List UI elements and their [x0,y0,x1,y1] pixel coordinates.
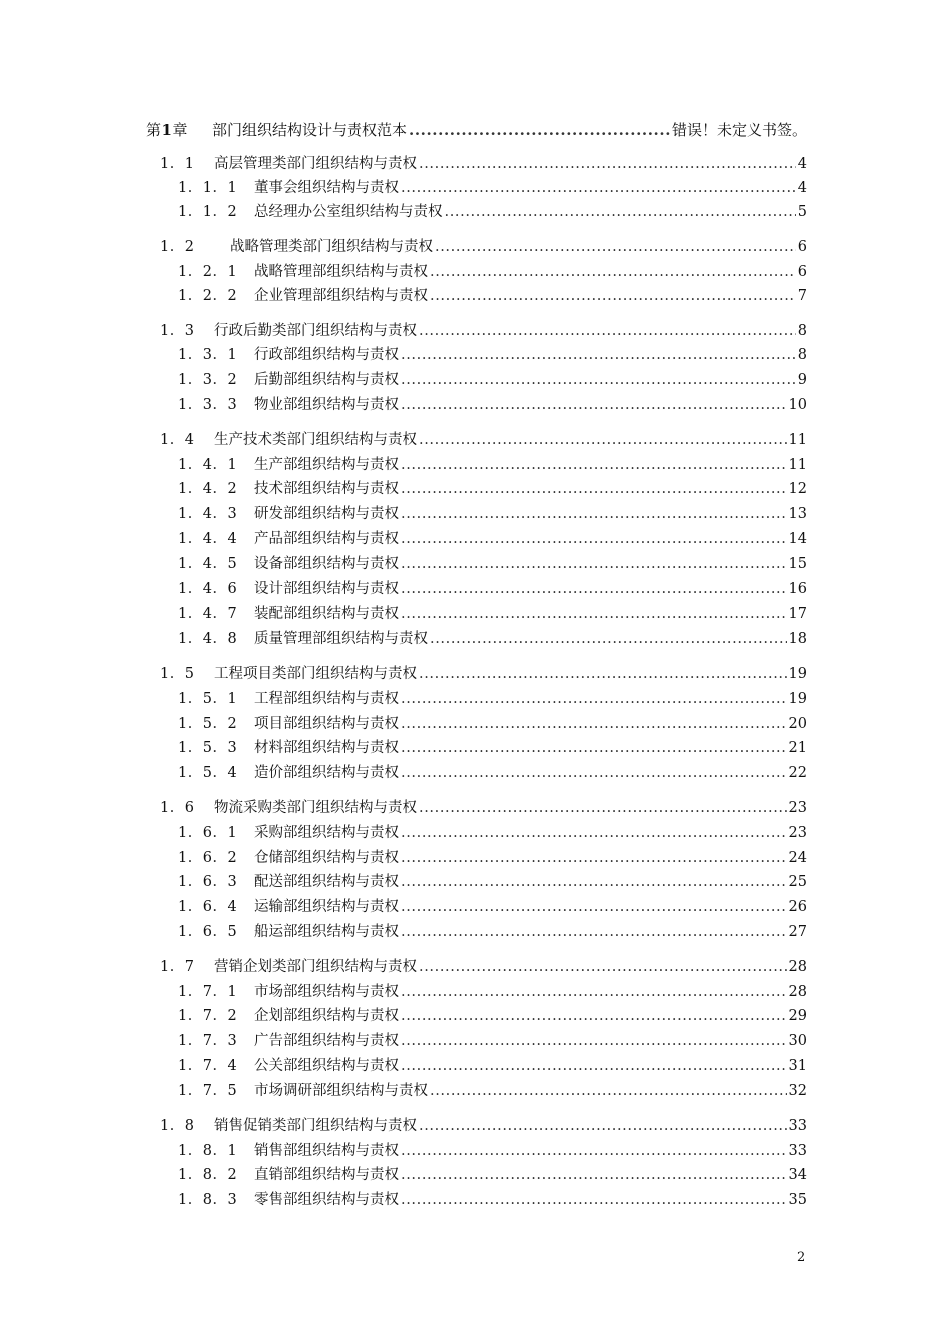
toc-subsection-entry[interactable] [178,1056,807,1076]
toc-leader-dots [401,554,787,574]
toc-leader-dots [401,922,787,942]
toc-subsection-number: 1．7．1 [178,984,238,1000]
toc-section-title: 生产技术类部门组织结构与责权 [214,432,417,448]
toc-subsection-entry[interactable] [178,370,807,390]
toc-subsection-title: 总经理办公室组织结构与责权 [254,204,443,220]
toc-leader-dots [435,237,796,257]
toc-subsection-number: 1．2．1 [178,264,238,280]
toc-section-page: 11 [788,432,807,448]
toc-subsection-page: 13 [788,506,807,522]
toc-leader-dots [401,395,787,415]
toc-section-number: 1．7 [160,959,195,975]
toc-section-title: 战略管理类部门组织结构与责权 [230,239,433,255]
toc-subsection-entry[interactable] [178,1141,807,1161]
toc-subsection-number: 1．8．3 [178,1192,238,1208]
toc-section-title: 销售促销类部门组织结构与责权 [214,1118,417,1134]
toc-subsection-entry[interactable] [178,1031,807,1051]
toc-leader-dots [401,1141,787,1161]
toc-leader-dots [419,798,787,818]
toc-subsection-number: 1．8．1 [178,1143,238,1159]
toc-subsection-number: 1．3．3 [178,397,238,413]
toc-leader-dots [401,872,787,892]
toc-subsection-title: 广告部组织结构与责权 [254,1033,399,1049]
toc-subsection-entry[interactable] [178,178,807,198]
toc-subsection-entry[interactable] [178,455,807,475]
toc-subsection-page: 6 [797,264,807,280]
toc-section-title: 物流采购类部门组织结构与责权 [214,800,417,816]
toc-subsection-title: 零售部组织结构与责权 [254,1192,399,1208]
toc-subsection-title: 技术部组织结构与责权 [254,481,399,497]
toc-section-title: 高层管理类部门组织结构与责权 [214,156,417,172]
toc-section-number: 1．6 [160,800,195,816]
toc-subsection-page: 21 [788,740,807,756]
toc-subsection-entry[interactable] [178,872,807,892]
toc-subsection-title: 生产部组织结构与责权 [254,457,399,473]
toc-section-page: 28 [788,959,807,975]
toc-subsection-title: 仓储部组织结构与责权 [254,850,399,866]
toc-subsection-page: 34 [788,1167,807,1183]
toc-subsection-entry[interactable] [178,262,807,282]
toc-leader-dots [430,1081,787,1101]
toc-subsection-number: 1．1．2 [178,204,238,220]
toc-leader-dots [419,154,796,174]
toc-subsection-entry[interactable] [178,345,807,365]
toc-subsection-number: 1．4．5 [178,556,238,572]
toc-subsection-title: 设计部组织结构与责权 [254,581,399,597]
toc-section-page: 23 [788,800,807,816]
toc-subsection-number: 1．1．1 [178,180,238,196]
toc-subsection-title: 企业管理部组织结构与责权 [254,288,428,304]
toc-section-entry[interactable] [160,798,807,818]
toc-subsection-entry[interactable] [178,1081,807,1101]
toc-leader-dots [401,1165,787,1185]
toc-subsection-number: 1．6．1 [178,825,238,841]
toc-chapter-title: 部门组织结构设计与责权范本 [212,121,408,139]
toc-subsection-number: 1．4．2 [178,481,238,497]
toc-subsection-number: 1．8．2 [178,1167,238,1183]
toc-chapter-entry[interactable] [146,120,807,140]
toc-subsection-page: 33 [788,1143,807,1159]
toc-subsection-title: 行政部组织结构与责权 [254,347,399,363]
toc-leader-dots [401,579,787,599]
toc-subsection-number: 1．7．3 [178,1033,238,1049]
toc-subsection-number: 1．6．4 [178,899,238,915]
toc-subsection-page: 17 [788,606,807,622]
toc-subsection-page: 5 [797,204,807,220]
toc-subsection-number: 1．5．3 [178,740,238,756]
toc-subsection-title: 市场部组织结构与责权 [254,984,399,1000]
toc-subsection-entry[interactable] [178,689,807,709]
toc-subsection-page: 31 [788,1058,807,1074]
toc-section-page: 6 [797,239,807,255]
toc-subsection-page: 11 [788,457,807,473]
toc-subsection-entry[interactable] [178,823,807,843]
toc-subsection-number: 1．4．7 [178,606,238,622]
toc-subsection-entry[interactable] [178,922,807,942]
toc-chapter-page: 错误！未定义书签。 [671,121,807,139]
toc-subsection-page: 26 [788,899,807,915]
toc-subsection-title: 项目部组织结构与责权 [254,716,399,732]
toc-subsection-number: 1．4．3 [178,506,238,522]
toc-leader-dots [401,370,796,390]
toc-leader-dots [445,202,796,222]
page-number: 2 [797,1250,806,1265]
toc-leader-dots [401,504,787,524]
toc-subsection-number: 1．5．4 [178,765,238,781]
toc-subsection-number: 1．4．6 [178,581,238,597]
toc-leader-dots [401,1031,787,1051]
toc-leader-dots [401,823,787,843]
toc-subsection-title: 销售部组织结构与责权 [254,1143,399,1159]
toc-subsection-number: 1．3．2 [178,372,238,388]
toc-subsection-entry[interactable] [178,579,807,599]
toc-subsection-page: 4 [797,180,807,196]
toc-leader-dots [419,957,787,977]
toc-leader-dots [401,1056,787,1076]
toc-section-page: 33 [788,1118,807,1134]
toc-section-title: 行政后勤类部门组织结构与责权 [214,323,417,339]
toc-subsection-page: 24 [788,850,807,866]
toc-leader-dots [401,1006,787,1026]
toc-subsection-page: 35 [788,1192,807,1208]
toc-leader-dots [401,345,796,365]
toc-subsection-page: 18 [788,631,807,647]
toc-subsection-number: 1．2．2 [178,288,238,304]
toc-section-entry[interactable] [160,664,807,684]
toc-leader-dots [430,629,787,649]
toc-leader-dots [430,286,796,306]
toc-subsection-title: 直销部组织结构与责权 [254,1167,399,1183]
toc-leader-dots [401,982,787,1002]
toc-section-entry[interactable] [160,957,807,977]
toc-subsection-number: 1．5．2 [178,716,238,732]
toc-subsection-number: 1．5．1 [178,691,238,707]
toc-subsection-number: 1．6．2 [178,850,238,866]
toc-section-entry[interactable] [160,154,807,174]
toc-subsection-page: 9 [797,372,807,388]
toc-leader-dots [401,529,787,549]
toc-subsection-entry[interactable] [178,1190,807,1210]
toc-subsection-entry[interactable] [178,1165,807,1185]
toc-section-entry[interactable] [160,237,807,257]
toc-subsection-entry[interactable] [178,714,807,734]
toc-section-entry[interactable] [160,430,807,450]
toc-leader-dots [401,604,787,624]
toc-section-title: 工程项目类部门组织结构与责权 [214,666,417,682]
toc-subsection-number: 1．7．4 [178,1058,238,1074]
toc-leader-dots [401,479,787,499]
toc-subsection-page: 16 [788,581,807,597]
toc-leader-dots [419,321,796,341]
toc-subsection-entry[interactable] [178,479,807,499]
toc-subsection-title: 企划部组织结构与责权 [254,1008,399,1024]
toc-subsection-entry[interactable] [178,529,807,549]
toc-subsection-title: 产品部组织结构与责权 [254,531,399,547]
toc-subsection-entry[interactable] [178,504,807,524]
toc-subsection-title: 造价部组织结构与责权 [254,765,399,781]
toc-subsection-entry[interactable] [178,202,807,222]
toc-subsection-page: 15 [788,556,807,572]
toc-subsection-entry[interactable] [178,897,807,917]
toc-subsection-title: 公关部组织结构与责权 [254,1058,399,1074]
toc-subsection-number: 1．3．1 [178,347,238,363]
toc-subsection-page: 28 [788,984,807,1000]
toc-chapter-number: 第1章 [146,121,188,139]
toc-subsection-number: 1．6．3 [178,874,238,890]
toc-subsection-title: 董事会组织结构与责权 [254,180,399,196]
toc-subsection-page: 14 [788,531,807,547]
toc-subsection-page: 29 [788,1008,807,1024]
toc-subsection-page: 30 [788,1033,807,1049]
toc-subsection-title: 设备部组织结构与责权 [254,556,399,572]
toc-subsection-entry[interactable] [178,763,807,783]
toc-subsection-page: 27 [788,924,807,940]
toc-leader-dots [401,1190,787,1210]
toc-subsection-entry[interactable] [178,848,807,868]
toc-leader-dots [401,455,787,475]
toc-subsection-title: 运输部组织结构与责权 [254,899,399,915]
toc-subsection-title: 研发部组织结构与责权 [254,506,399,522]
toc-leader-dots [409,120,670,140]
toc-leader-dots [401,689,787,709]
toc-section-number: 1．4 [160,432,195,448]
toc-section-page: 8 [797,323,807,339]
toc-subsection-page: 10 [788,397,807,413]
toc-leader-dots [401,848,787,868]
toc-section-entry[interactable] [160,321,807,341]
toc-subsection-entry[interactable] [178,1006,807,1026]
toc-section-page: 4 [797,156,807,172]
toc-leader-dots [401,738,787,758]
toc-leader-dots [419,430,787,450]
toc-section-number: 1．3 [160,323,195,339]
toc-section-number: 1．5 [160,666,195,682]
toc-subsection-number: 1．4．8 [178,631,238,647]
toc-subsection-title: 工程部组织结构与责权 [254,691,399,707]
toc-subsection-number: 1．4．1 [178,457,238,473]
toc-subsection-page: 8 [797,347,807,363]
toc-subsection-page: 12 [788,481,807,497]
toc-subsection-entry[interactable] [178,604,807,624]
toc-leader-dots [419,664,787,684]
toc-subsection-page: 23 [788,825,807,841]
toc-section-number: 1．2 [160,239,195,255]
toc-leader-dots [401,178,796,198]
toc-subsection-title: 战略管理部组织结构与责权 [254,264,428,280]
toc-leader-dots [401,897,787,917]
toc-subsection-entry[interactable] [178,982,807,1002]
toc-subsection-entry[interactable] [178,286,807,306]
toc-subsection-page: 7 [797,288,807,304]
toc-subsection-title: 质量管理部组织结构与责权 [254,631,428,647]
toc-subsection-page: 20 [788,716,807,732]
toc-subsection-number: 1．7．2 [178,1008,238,1024]
toc-subsection-page: 22 [788,765,807,781]
toc-leader-dots [419,1116,787,1136]
toc-section-number: 1．1 [160,156,195,172]
toc-subsection-number: 1．4．4 [178,531,238,547]
toc-section-title: 营销企划类部门组织结构与责权 [214,959,417,975]
toc-subsection-entry[interactable] [178,738,807,758]
toc-subsection-title: 物业部组织结构与责权 [254,397,399,413]
toc-leader-dots [401,714,787,734]
toc-subsection-title: 市场调研部组织结构与责权 [254,1083,428,1099]
toc-section-page: 19 [788,666,807,682]
toc-section-number: 1．8 [160,1118,195,1134]
toc-subsection-title: 后勤部组织结构与责权 [254,372,399,388]
toc-subsection-entry[interactable] [178,395,807,415]
toc-subsection-title: 配送部组织结构与责权 [254,874,399,890]
toc-subsection-title: 材料部组织结构与责权 [254,740,399,756]
toc-subsection-entry[interactable] [178,554,807,574]
toc-section-entry[interactable] [160,1116,807,1136]
toc-subsection-title: 船运部组织结构与责权 [254,924,399,940]
toc-subsection-page: 25 [788,874,807,890]
toc-subsection-page: 32 [788,1083,807,1099]
toc-subsection-number: 1．6．5 [178,924,238,940]
toc-subsection-number: 1．7．5 [178,1083,238,1099]
toc-leader-dots [430,262,796,282]
toc-subsection-page: 19 [788,691,807,707]
toc-leader-dots [401,763,787,783]
toc-subsection-title: 采购部组织结构与责权 [254,825,399,841]
toc-subsection-title: 装配部组织结构与责权 [254,606,399,622]
toc-subsection-entry[interactable] [178,629,807,649]
